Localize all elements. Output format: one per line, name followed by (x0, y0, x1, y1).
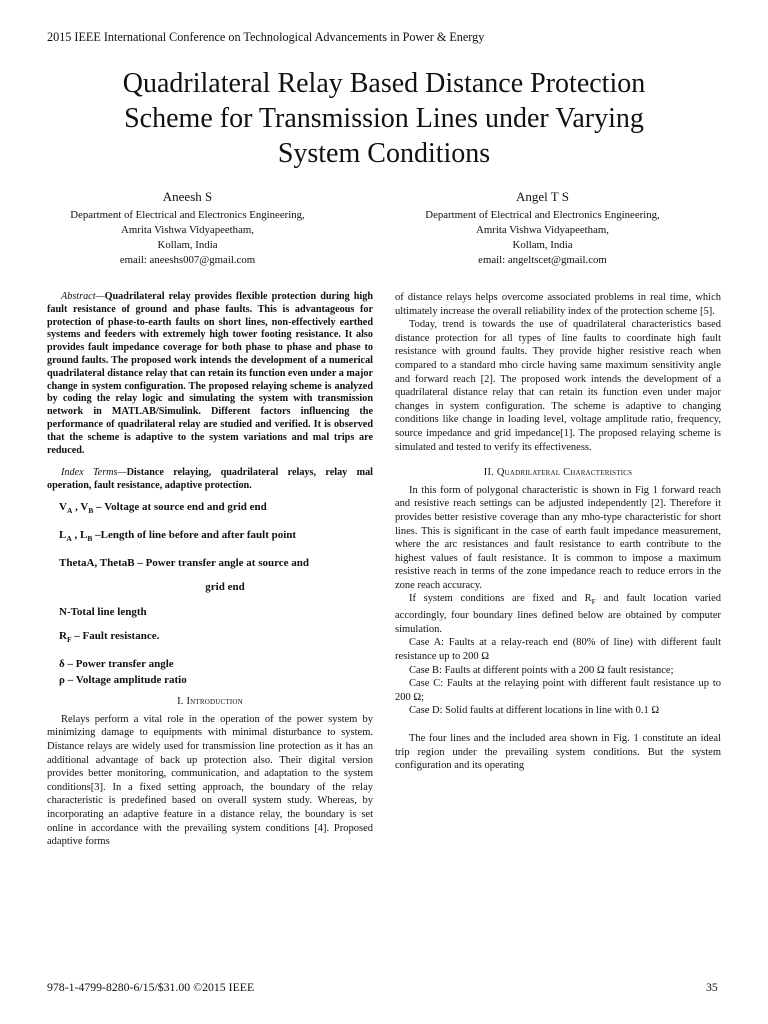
section-heading-quadrilateral: II. Quadrilateral Characteristics (483, 467, 633, 479)
index-terms (47, 467, 373, 493)
abstract-text: Quadrilateral relay provides flexible protection during high fault resistance of ground and phase faults. This is advantageous for protection of phase-to-earth faults on short lines, non-effectively earthed systems and feeders with extremely high tower footing resistance. It also provides fault impedance coverage for both phase to phase and phase to ground faults. The proposed work intends the development of a numerical quadrilateral distance relay that can retain its function even under a major change in system configuration. The proposed relaying scheme is analyzed by coding the relay logic and simulating the system with transmission network in MATLAB/Simulink. Different factors influencing the performance of quadrilateral relay are studied and verified. It is observed that the scheme is adaptive to the system variations and mal trips are reduced. (47, 291, 373, 456)
paragraph: Today, trend is towards the use of quadrilateral characteristics based distance protection for all types of line faults to coordinate high fault resistance with ground faults. They provide higher resistive reach when compared to a standard mho circle having same maximum sensitivity angle and forward reach [2]. The proposed work intends the development of a quadrilateral distance relay that can retain its function even under major changes in system configuration. The scheme is adaptive to changing conditions like change in loading level, voltage amplitude ratio, frequency, source impedance and grid impedance[1]. The proposed relaying scheme is simulated and tested to verify its effectiveness. (395, 319, 721, 453)
title-line: System Conditions (277, 138, 491, 169)
symbol-theta-cont: grid end (205, 581, 245, 594)
author-block-2 (395, 188, 690, 268)
case-item: Case B: Faults at different points with a 200 Ω fault resistance; (409, 664, 674, 676)
left-column (47, 291, 373, 849)
index-terms-lead: Index Terms— (61, 467, 127, 479)
author-name: Angel T S (516, 189, 569, 204)
author-email: email: angeltscet@gmail.com (478, 254, 607, 266)
case-item: Case A: Faults at a relay-reach end (80% of line) with different fault resistance up to 200 Ω (395, 637, 721, 662)
symbol-length: $L_A$ , $L_B$ –Length of line before and after fault point (59, 528, 297, 543)
paragraph: If system conditions are fixed and $R_F$ and fault location varied accordingly, four boundary lines defined below are obtained by computer simulation. (395, 593, 721, 635)
author-name: Aneesh S (162, 189, 213, 204)
author-block-1 (40, 188, 335, 268)
paragraph: The four lines and the included area shown in Fig. 1 constitute an ideal trip region under the prevailing system conditions. But the system configuration and its operating (395, 732, 721, 772)
page-number: 35 (706, 980, 718, 994)
case-item: Case C: Faults at the relaying point with different fault resistance up to 200 Ω; (395, 678, 721, 703)
author-university: Amrita Vishwa Vidyapeetham, (476, 224, 609, 236)
author-department: Department of Electrical and Electronics Engineering, (425, 209, 660, 221)
paper-title (60, 66, 708, 171)
author-department: Department of Electrical and Electronics Engineering, (70, 209, 305, 221)
symbol-delta: δ – Power transfer angle (59, 658, 174, 671)
right-column (395, 291, 721, 773)
symbol-theta: ThetaA, ThetaB – Power transfer angle at source and (59, 556, 310, 569)
conference-header: 2015 IEEE International Conference on Technological Advancements in Power & Energy (47, 30, 485, 44)
intro-paragraph: Relays perform a vital role in the operation of the power system by minimizing damage to equipments with minimal disturbance to system. Distance relays are widely used for transmission line protection as it has an additional advantage of back up protection also. Their digital version provides better monitoring, communication, and adaptation to the system conditions[3]. In a fixed setting approach, the boundary of the relay characteristic is predefined based on overall system study. Whereas, by incorporating an adaptive feature in a distance relay, the boundary is set online in accordance with the prevailing system conditions [4]. Proposed adaptive forms (47, 713, 373, 848)
author-university: Amrita Vishwa Vidyapeetham, (121, 224, 254, 236)
paragraph: of distance relays helps overcome associated problems in real time, which ultimately increase the overall reliability index of the protection scheme [5]. (395, 292, 721, 317)
symbol-voltage: $V_A$ , $V_B$ – Voltage at source end and grid end (59, 500, 267, 516)
symbol-list (47, 501, 373, 687)
symbol-n-total: N-Total line length (59, 605, 147, 618)
abstract (47, 291, 373, 457)
symbol-fault-resistance: $R_F$ – Fault resistance. (59, 630, 160, 645)
section-heading-introduction: I. Introduction (177, 696, 243, 708)
author-email: email: aneeshs007@gmail.com (119, 254, 256, 266)
author-city: Kollam, India (512, 239, 573, 251)
title-line: Scheme for Transmission Lines under Varying (124, 103, 644, 134)
author-city: Kollam, India (157, 239, 218, 251)
footer-copyright: 978-1-4799-8280-6/15/$31.00 ©2015 IEEE (47, 980, 255, 994)
paragraph: In this form of polygonal characteristic is shown in Fig 1 forward reach and resistive reach settings can be adjusted independently [2]. Therefore it provides better resistive coverage than any mho-type characteristic for short lines. This is significant in the case of earth fault impedance measurement, where the arc resistances and fault resistance to earth contribute to the highest values of fault resistance. It is common to impose a maximum resistive reach in terms of the zone impedance reach to reduce errors in the zone reach accuracy. (395, 484, 721, 591)
case-item: Case D: Solid faults at different locations in line with 0.1 Ω (409, 705, 660, 717)
symbol-rho: ρ – Voltage amplitude ratio (59, 673, 187, 686)
title-line: Quadrilateral Relay Based Distance Protection (122, 68, 646, 99)
index-terms-text: Distance relaying, quadrilateral relays, relay mal operation, fault resistance, adaptive protection. (47, 467, 373, 492)
abstract-lead: Abstract— (61, 291, 105, 302)
